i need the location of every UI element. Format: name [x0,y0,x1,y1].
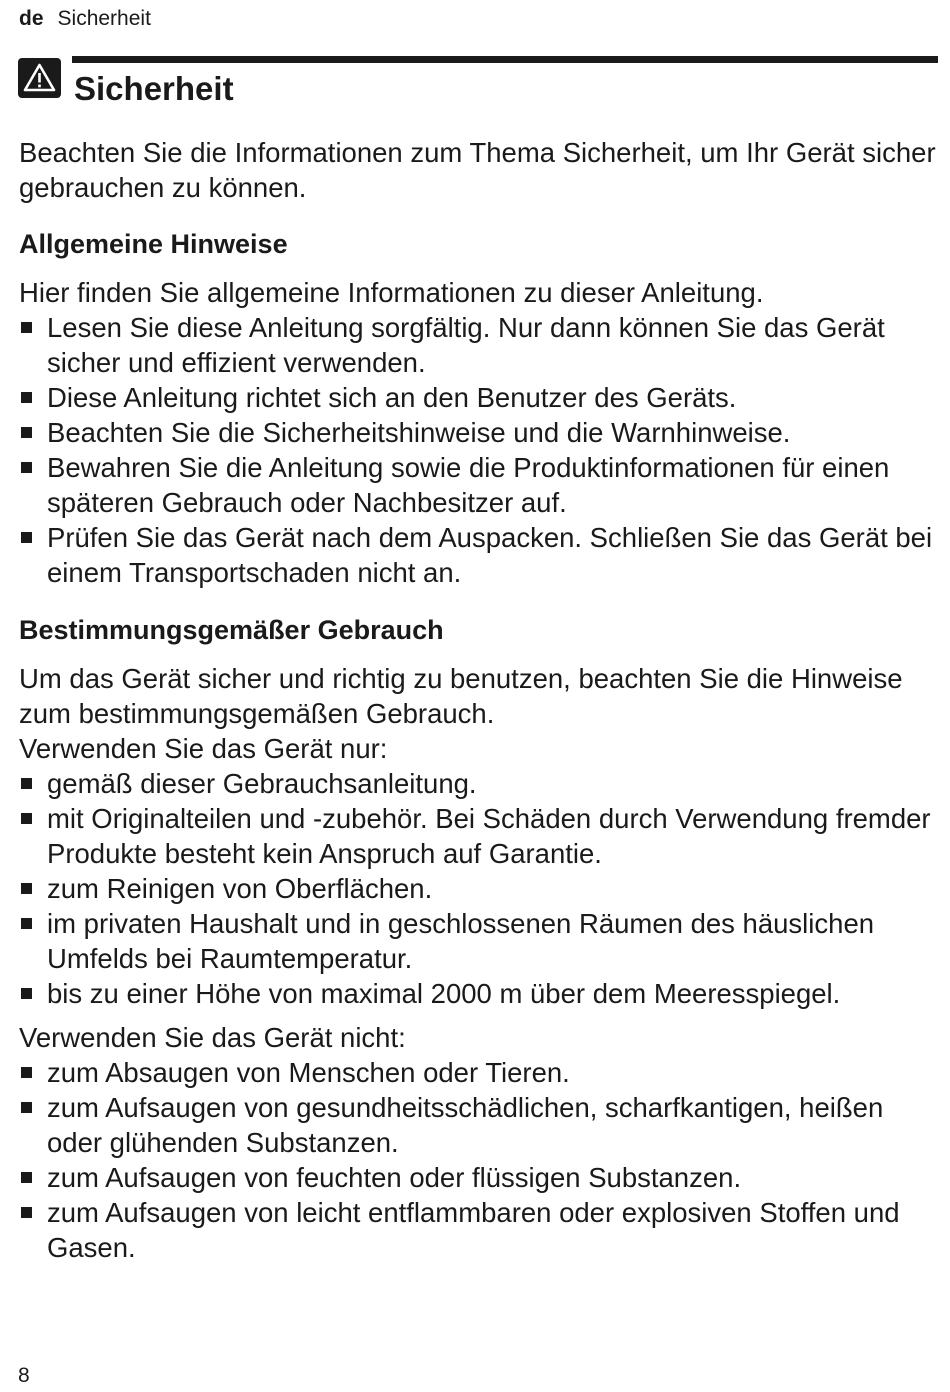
warning-icon [18,58,61,98]
general-notes-heading: Allgemeine Hinweise [19,229,288,259]
list-item: Diese Anleitung richtet sich an den Benutzer des Geräts. [19,380,938,415]
list-item: mit Originalteilen und -zubehör. Bei Schäden durch Verwendung fremder Produkte besteht kein Anspruch auf Garantie. [19,801,938,871]
use-only-list [19,766,938,1011]
general-notes-intro: Hier finden Sie allgemeine Informationen zu dieser Anleitung. [19,277,764,308]
running-section-title: Sicherheit [57,7,151,30]
general-notes-list [19,310,938,590]
list-item: zum Aufsaugen von gesundheitsschädlichen, scharfkantigen, heißen oder glühenden Substanzen. [19,1090,938,1160]
do-not-label: Verwenden Sie das Gerät nicht: [19,1022,406,1053]
list-item: zum Aufsaugen von leicht entflammbaren oder explosiven Stoffen und Gasen. [19,1195,938,1265]
use-only-label: Verwenden Sie das Gerät nur: [19,733,388,764]
page-title: Sicherheit [74,70,234,107]
list-item: Beachten Sie die Sicherheitshinweise und die Warnhinweise. [19,415,938,450]
list-item: zum Absaugen von Menschen oder Tieren. [19,1055,938,1090]
intended-use-heading: Bestimmungsgemäßer Gebrauch [19,615,444,645]
list-item: im privaten Haushalt und in geschlossenen Räumen des häuslichen Umfelds bei Raumtemperatur. [19,906,938,976]
running-header [19,7,151,31]
intro-paragraph: Beachten Sie die Informationen zum Thema Sicherheit, um Ihr Gerät sicher gebrauchen zu können. [19,137,936,203]
list-item: Lesen Sie diese Anleitung sorgfältig. Nur dann können Sie das Gerät sicher und effizient verwenden. [19,310,938,380]
page-number: 8 [18,1364,30,1387]
intended-use-intro: Um das Gerät sicher und richtig zu benutzen, beachten Sie die Hinweise zum bestimmungsgemäßen Gebrauch. [19,663,903,729]
list-item: zum Aufsaugen von feuchten oder flüssigen Substanzen. [19,1160,938,1195]
list-item: bis zu einer Höhe von maximal 2000 m über dem Meeresspiegel. [19,976,938,1011]
main-content [19,135,938,1265]
list-item: gemäß dieser Gebrauchsanleitung. [19,766,938,801]
do-not-list [19,1055,938,1265]
list-item: Prüfen Sie das Gerät nach dem Auspacken. Schließen Sie das Gerät bei einem Transportschaden nicht an. [19,520,938,590]
language-code: de [19,7,44,30]
title-rule [72,56,938,63]
list-item: zum Reinigen von Oberflächen. [19,871,938,906]
list-item: Bewahren Sie die Anleitung sowie die Produktinformationen für einen späteren Gebrauch oder Nachbesitzer auf. [19,450,938,520]
